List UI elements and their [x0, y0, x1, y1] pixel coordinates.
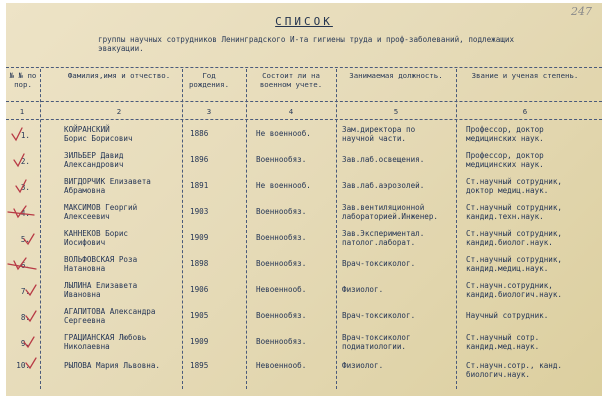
colnum-6: 6: [522, 107, 528, 116]
table-row: [6, 203, 602, 228]
row-position: Зам.директора по: [342, 125, 416, 134]
row-degree: Ст.научн.сотрудник,: [466, 281, 553, 290]
table-row: [6, 229, 602, 254]
row-military: Военнообяз.: [256, 155, 307, 164]
row-year: 1886: [190, 129, 209, 138]
row-military: Невоеннооб.: [256, 285, 307, 294]
row-military: Не военнооб.: [256, 181, 311, 190]
row-surname: КАННЕКОВ Борис: [64, 229, 129, 238]
header-top-rule: [6, 67, 602, 68]
row-degree: Ст.научный сотрудник,: [466, 229, 563, 238]
row-military: Военнообяз.: [256, 311, 307, 320]
row-year: 1909: [190, 337, 209, 346]
check-mark-icon: [24, 234, 34, 244]
row-number: 5.: [20, 235, 30, 244]
row-military: Не военнооб.: [256, 129, 311, 138]
row-position-cont: научной части.: [342, 134, 407, 143]
header-bottom-rule: [6, 119, 602, 120]
row-position: Врач-токсиколог: [342, 333, 411, 342]
row-number: 4.: [20, 209, 30, 218]
row-surname: РЫЛОВА Мария Львовна.: [64, 361, 161, 370]
row-number: 10.: [16, 361, 30, 370]
row-degree-cont: кандид.техн.наук.: [466, 212, 544, 221]
row-position-cont: подиатиологии.: [342, 342, 407, 351]
row-degree: Ст.научный сотрудник,: [466, 177, 563, 186]
row-number: 8.: [20, 313, 30, 322]
row-year: 1895: [190, 361, 209, 370]
row-year: 1905: [190, 311, 209, 320]
row-military: Военнообяз.: [256, 207, 307, 216]
row-degree: Профессор, доктор: [466, 151, 544, 160]
row-position-cont: лабораторией.Инженер.: [342, 212, 439, 221]
row-patronymic: Сергеевна: [64, 316, 106, 325]
check-mark-icon: [26, 311, 36, 321]
row-degree-cont: кандид.биолог.наук.: [466, 238, 553, 247]
row-surname: ВИГДОРЧИК Елизавета: [64, 177, 151, 186]
row-year: 1906: [190, 285, 209, 294]
check-mark-icon: [24, 337, 34, 347]
table-row: [6, 359, 602, 384]
row-military: Военнообяз.: [256, 259, 307, 268]
row-year: 1891: [190, 181, 209, 190]
table-row: [6, 177, 602, 202]
header-degree: Звание и ученая степень.: [471, 71, 579, 80]
archive-number: 247: [571, 5, 592, 18]
row-surname: ЗИЛЬБЕР Давид: [64, 151, 124, 160]
row-position: Физиолог.: [342, 285, 384, 294]
row-degree-cont: медицинских наук.: [466, 134, 544, 143]
check-mark-icon: [26, 358, 36, 368]
row-military: Невоеннооб.: [256, 361, 307, 370]
header-year: Год рождения.: [188, 71, 230, 89]
row-degree: Научный сотрудник.: [466, 311, 549, 320]
row-degree-cont: кандид.биологич.наук.: [466, 290, 563, 299]
header-position: Занимаемая должность.: [349, 71, 443, 80]
row-position: Врач-токсиколог.: [342, 311, 416, 320]
row-patronymic: Иосифович: [64, 238, 106, 247]
row-position: Зав.вентиляционной: [342, 203, 425, 212]
row-position: Зав.Экспериментал.: [342, 229, 425, 238]
check-mark-icon: [26, 285, 36, 295]
header-mid-rule: [6, 101, 602, 102]
colnum-4: 4: [288, 107, 294, 116]
row-number: 9.: [20, 339, 30, 348]
colnum-2: 2: [116, 107, 122, 116]
row-degree: Профессор, доктор: [466, 125, 544, 134]
colnum-1: 1: [19, 107, 25, 116]
header-name: Фамилия,имя и отчество.: [67, 71, 171, 80]
row-number: 2.: [20, 157, 30, 166]
row-degree-cont: биологич.наук.: [466, 370, 531, 379]
row-degree-cont: медицинских наук.: [466, 160, 544, 169]
check-mark-icon: [8, 258, 36, 269]
row-degree: Ст.научный сотрудник,: [466, 255, 563, 264]
row-military: Военнообяз.: [256, 233, 307, 242]
header-military: Состоит ли на военном учете.: [259, 71, 323, 89]
row-surname: АГАПИТОВА Александра: [64, 307, 156, 316]
table-row: [6, 333, 602, 358]
row-year: 1903: [190, 207, 209, 216]
row-military: Военнообяз.: [256, 337, 307, 346]
table-row: [6, 125, 602, 150]
row-patronymic: Ивановна: [64, 290, 101, 299]
row-surname: ЛЫЛИНА Елизавета: [64, 281, 138, 290]
row-surname: ВОЛЬФОВСКАЯ Роза: [64, 255, 138, 264]
row-position: Врач-токсиколог.: [342, 259, 416, 268]
check-marks: [6, 3, 66, 396]
row-patronymic: Алексеевич: [64, 212, 110, 221]
row-surname: МАКСИМОВ Георгий: [64, 203, 138, 212]
row-number: 3.: [20, 183, 30, 192]
row-degree-cont: кандид.медиц.наук.: [466, 264, 549, 273]
row-year: 1896: [190, 155, 209, 164]
row-patronymic: Николаевна: [64, 342, 110, 351]
row-patronymic: Натановна: [64, 264, 106, 273]
header-num: № № по пор.: [9, 71, 37, 89]
document-subtitle: группы научных сотрудников Ленинградского И-та гигиены труда и проф-заболеваний, подлежащих эвакуации.: [98, 35, 515, 53]
colnum-3: 3: [206, 107, 212, 116]
row-position: Физиолог.: [342, 361, 384, 370]
row-number: 6.: [20, 261, 30, 270]
row-surname: ГРАЦИАНСКАЯ Любовь: [64, 333, 147, 342]
row-degree: Ст.научн.сотр., канд.: [466, 361, 563, 370]
row-patronymic: Александрович: [64, 160, 124, 169]
row-degree: Ст.научный сотрудник,: [466, 203, 563, 212]
row-degree: Ст.научный сотр.: [466, 333, 540, 342]
row-degree-cont: доктор медиц.наук.: [466, 186, 549, 195]
row-position: Зав.лаб.аэрозолей.: [342, 181, 425, 190]
check-mark-icon: [14, 154, 24, 166]
check-mark-icon: [12, 128, 22, 140]
document-title: СПИСОК: [275, 15, 333, 28]
row-year: 1898: [190, 259, 209, 268]
row-number: 1.: [20, 131, 30, 140]
row-position-cont: патолог.лаборат.: [342, 238, 416, 247]
document-sheet: [6, 3, 602, 396]
table-row: [6, 255, 602, 280]
row-degree-cont: кандид.мед.наук.: [466, 342, 540, 351]
check-mark-icon: [16, 180, 26, 192]
colnum-5: 5: [393, 107, 399, 116]
check-mark-icon: [8, 206, 34, 217]
row-year: 1909: [190, 233, 209, 242]
row-position: Зав.лаб.освещения.: [342, 155, 425, 164]
row-number: 7.: [20, 287, 30, 296]
table-row: [6, 281, 602, 306]
row-surname: КОЙРАНСКИЙ: [64, 125, 110, 134]
table-row: [6, 307, 602, 332]
row-patronymic: Борис Борисович: [64, 134, 133, 143]
row-patronymic: Абрамовна: [64, 186, 106, 195]
table-row: [6, 151, 602, 176]
